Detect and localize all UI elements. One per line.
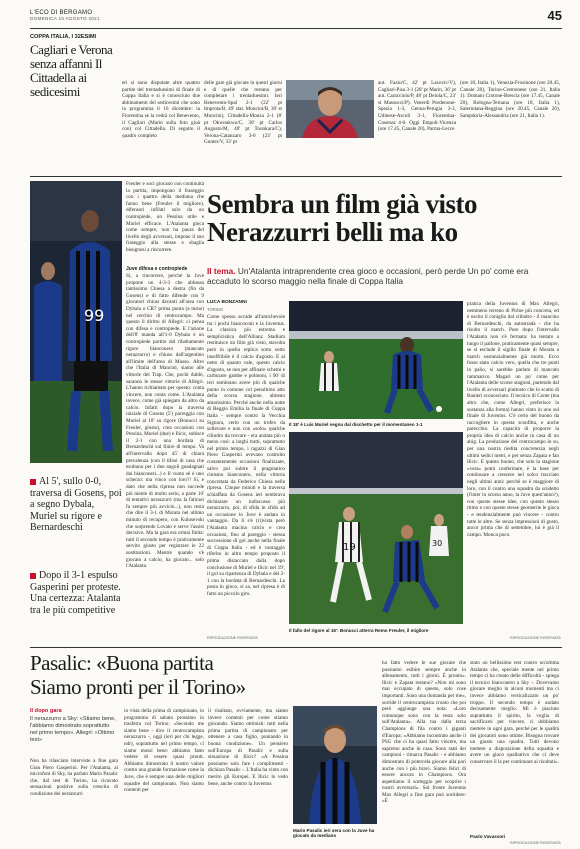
main-headline-2: Nerazzurri belli ma ko	[207, 217, 458, 247]
coppa-col-2: delle gare già giocate in questi giorni e di quelle che restano per completare i trentaduesimi. Ieri Benevento-Spal 2-1 (22' pt Improta/B, 49' stat. Moncini/B, 30' st Moncini), Cittadella-Monza 2-1 (8' pt Okwonkwo/C, 30' pt Carlos Augusto/M, 40' pt Tounkara/C), Verona-Catanzaro 3-0 (23' pt Gunter/V, 33' pt	[204, 80, 282, 146]
coppa-headline: Cagliari e Verona senza affanni Il Cittadella ai sedicesimi	[30, 42, 113, 99]
pasalic-byline: Paolo Vavassori	[470, 834, 506, 839]
pasalic-col-3: il risultato, ovviamente, ma siamo invece contenti per come stiamo giocando. Siamo ottimisti: tutti nella prima partita di campionato per ottenere a casa figlio, puntando in buona condizione». Un pensiero sull'Europa di Pasalic e sulla situazione di Ilicic? «A Pessina possiamo solo fare i complimenti - dichiara Pasalic -. L'Italia ha vinto con merito gli Europei. E Ilicic lo vedo bene, anche contro la Juventus	[208, 708, 288, 787]
coppa-col-1: eri si sono disputate altre quattro partite del trentaduesimi di finale di Coppa Italia e si è conosciuto due abbinamenti del sedicesimi che sono in programma il 16 dicembre: la Fiorentina se la vedrà col Benevento, il Cagliari (Marin sulla foto gioà con) col Cittadella. Di seguito il quadro completo	[122, 80, 200, 139]
marin-photo	[286, 80, 374, 138]
pasalic-col-2: in vista della prima di campionato, in programma di sabato prossimo in trasferta col Torino: «Secondo me siamo bene - dice il centrocampista nerazzurro -, oggi (ieri per chi legge, ndr), soprattutto nel primo tempo, ci siamo mossi bene: abbiamo fatto vedere di essere quasi pronti. Abbiamo dimostrato il nostro valore contro una grande formazione come la Juve, che è sempre una delle migliori squadre del campionato. Non siamo contenti per	[124, 708, 204, 794]
section-rule	[30, 176, 562, 177]
pasalic-kicker: Il dopo gara	[30, 708, 62, 714]
issue-date: DOMENICA 15 AGOSTO 2021	[30, 16, 100, 21]
credit-3: RIPRODUZIONE RISERVATA	[510, 841, 561, 845]
subtitle-label: Il tema.	[207, 266, 236, 276]
sidebar-quote-2-text: Dopo il 3-1 espulso Gasperini per proteste. Una certezza: Atalanta tra le più competitive	[30, 570, 121, 616]
coppa-col-3: aut. Fazio/C, 42' pt Lazovic/V), Cagliari-Pisa 3-1 (28' pt Marin, 36' pt aut. Caracciolo/P, 48' pt Deiola/C, 23' st Massucci/P). Venerdì Pordenone-Spezia 1-3, Genoa-Perugia 3-2, Udinese-Ascoli 3-1, Fiorentina-Cosenza 4-0. Oggi Empoli-Vicenza (ore 17.45, Canale 20), Parma-Lecce	[378, 80, 456, 133]
main-byline: LUCA BONZANNI	[207, 300, 247, 305]
main-body-col-left: Sì, a rincorrere, perché la Juve propone un 4-3-3 che abbassa tantissimo Chiesa a destra (fin da Gosens) e di fatto difende con 9 giocatori chiusi davanti all'area con Dybala o CR7 prima punta (a turno) nel cerchio di centrocampo. Ma questo il diritto di Allegri: ci pensa con difesa e contropiede. E l'azione dell'8' manda all'1-0 Dybala è un contropiede partito dal ribaltamento rigore bianconero (mancato nerazzurro) e chiuso dall'argentino all'limite dell'area di Musso. Altro che l'Italia di Mancini, siamo alle vittorie del Trap. Che, pochi dubbi, saranno le stesse vittorie di Allegri. L'hanno richiamato per questo: conta vincere, non conta come. L'Atalanta invece, come già spiegato da altro da calcio. Infatti dopo la traversa iniziale di Gosens (5') parreggia con Muriel al 18' su rigore (Bonucci su Freuler, giusto), crea occasioni con Pessina, Muriel (due) e Ilicic, subisce il 2-1 con una bordata di Bernardeschi sul finire di tempo. Va all'intervallo dopo 45' di chiara prevalenza (con il tifosi di casa che esultano per i due angoli guadagnati dai bianconeri...) e Il vuoto sé è uno scherzo: ma vinco con loro?! Sì, e dato che nella ripresa non succede più niente di molto serio, a parte 10' di tentativi nerazzurri (ma la faticasi fa sempre più avvicin...), non resta che dire il 3-1 di Morata nel ultimo minuto di recupero, con Kulusevski che sorprende Lovato e serve l'assist decisivo. Ma la gara era ormai finita: tutti il secondo tempo è praticamente servito giusto per registrare le 22 sostituzioni. Mentre quando s'è giocato a calcio, ha giocato... solo l'Atalanta.	[126, 273, 204, 570]
sidebar-quote-1-text: Al 5', sullo 0-0, traversa di Gosens, poi a segno Dybala, Muriel su rigore e Bernardeschi	[30, 476, 122, 533]
credit-2: RIPRODUZIONE RISERVATA	[510, 636, 561, 640]
red-square-icon	[30, 479, 36, 485]
top-rule	[30, 28, 562, 29]
pasalic-col-5: stato un bellissimo test contro un'ottima Atalanta che, speciale mente nel primo tempo ci ha creato delle difficoltà - spiega il tecnico bianconero a Sky -. Dovevamo giocare meglio in alcuni momenti ma ci invece abbiamo verticalizzato un po' troppo. Il secondo tempo è andato decisamente meglio. Mi è piaciuto soprattutto il spirito, la voglia di sacrificarsi per vincere, ci dobbiamo mettere in ogni gara, perché per le qualità dei giocatori sono ottime. Bisogna trovare un giusto una quadra. Tutti devono mettere a disposizione della squadra e avere un gioco qualitativo che ci deve conservare il la per continuare ai risultati».	[470, 660, 559, 765]
pasalic-col-1: Non ha rilasciato interviste a fine gara Gian Piero Gasperini. Per l'Atalanta, ai microfoni di Sky, ha parlato Mario Pasalic che, dal test di Torino, ha ricavato sensazioni positive sulla crescita di condizione dei nerazzurri	[30, 758, 118, 797]
coppa-kicker: COPPA ITALIA, I 32ESIMI	[30, 34, 97, 40]
bottom-section-rule	[30, 647, 562, 648]
atalanta-players-photo	[30, 181, 122, 463]
main-dateline: TORINO	[207, 307, 224, 312]
main-body-intro: Freuler e soci giocano con continuità la partita, impongono il fraseggio con i quattro della mediana che fanno bene (Freuler il migliore), difensori infilati solo da un contropiede, un Pessina utile e Muriel efficace. L'Atalanta gioca come sempre, non ha paura del livello degli avversari, impone il suo fraseggio alla stesse e sbaglia bisognosi a rincorrere.	[126, 181, 204, 253]
svg-text:30: 30	[432, 539, 443, 548]
pasalic-col-4: ha fatto vedere le sue giocate che possiamo esibire sempre anche in allenamento, tutti i giorni. È pronto». Ilicic e Zapata restano? «Non mi sono mai occupato di questo, solo cose importanti. Sono una domanda per me», sorride il centrocampista croato che poi però aggiunge una nota: «Loro comunque sono con la testa solo sull'Atalanta». Alla tua dalla terza Champions di fila contro i giganti d'Europa: «Abbiamo incontrato anche il PSG che ci ha quasi fatto vincere, ma sapremo anche in casa. Sono stati dei campioni - rimarca Pasalic - e abbiamo dimostrato di potercela giocare alla pari anche con i più bravi. Siamo felici di essere ancora in Champions. Ora aspettiamo il sorteggio per scoprire i nostri avversari». Sul fronte Juventus Max Allegri a fine gara può sorridere: «È	[382, 660, 466, 805]
sidebar-quote-1	[30, 476, 122, 534]
svg-text:19: 19	[343, 542, 356, 553]
coppa-headline-block	[30, 34, 118, 99]
page-number: 45	[547, 8, 562, 23]
rigore-foul-photo	[289, 432, 463, 624]
credit-1: RIPRODUZIONE RISERVATA	[207, 636, 258, 640]
pasalic-photo-caption: Mario Pasalic ieri sera con la Juve ha giocato da mediano	[293, 828, 375, 838]
main-headline-1: Sembra un film già visto	[207, 189, 478, 219]
action-photo-caption: Il fallo del rigore al 16': Bonucci atterra Remo Freuler, il migliore	[289, 628, 429, 633]
svg-text:99: 99	[84, 306, 105, 325]
pasalic-photo	[293, 706, 377, 824]
subtitle-text: Un'Atalanta intraprendente crea gioco e occasioni, però perde Un po' come era accaduto lo scorso maggio nella finale di Coppa Italia	[207, 266, 529, 286]
red-square-icon	[30, 573, 36, 579]
main-body-col-2: Come spesso accade all'amichevole tra i pochi biancoconi e la Juventus. La classica più estrema e semplicistica dell'Allianz Stadium restituisce un film già visto, stavolta però in quella replica sotto sotto insoffribile è il calcio d'agosto. E al netto di quanto vale, questo calcio d'agosto, se non per affinare schemi e carburare gambe e polmoni, i 90' di ieri sembrano avere più di qualche punto in comune col penultimo atto della scorsa stagione, almeno amarissimo. Perché anche nella notte di Reggio Emilia la finale di Coppa Italia - sempre contro la Vecchia Signora, certo con un trofeo da sollevare e non con «solo» qualche cilindro da trovare - era andata più o meno così: a larghi tratti, soprattutto nel primo tempo, i ragazzi di Gian Piero Gasperini avevano costruito costantemente occasioni finalizzate, salvo poi subire il pragmatico cinismo bianconero, nella vittoria concretata da Federico Chiesa nella ripresa. Cinque minuti e la traversa schiaffata da Gosens ieri sembrava dichiarare un indiscusso più nerazzurro, poi, di sfida in sfida ad un occasione lo Juve è andata in vantaggio. Da lì s'è (ri)vista però l'Atalanta macina calcio e crea occasioni, fino al pareggio - stessa successione di gol anche nella finale di Coppa Italia - ed è vantaggio riferito in altro tempo proposto il prima distaccato dalla dopo conclusione di Muriel e Ilicic nel 19', il gol su ripartenza di Dybala e del 2-1 con la bordata di Bernardeschi. La posta in gioco, si sa, nel ripresa è di fatto un piccolo giro.	[207, 314, 285, 597]
juve-section-head: Juve difesa e contropiede	[126, 266, 188, 272]
pasalic-standfirst: Il nerazzurro a Sky: «Stiamo bene, l'abbiamo dimostrato soprattutto nel primo tempo». Allegri: «Ottimo test»	[30, 716, 116, 743]
main-subtitle	[207, 266, 559, 286]
sidebar-quote-2	[30, 570, 122, 616]
pasalic-headline-2: Siamo pronti per il Torino»	[30, 675, 246, 699]
main-photo-caption: Il 18' è Luis Muriel segna dal dischetto per il momentaneo 1-1	[289, 422, 423, 427]
coppa-col-4: (ore 18, Italia 1), Venezia-Frosinone (ore 20.45, Canale 20), Torino-Cremonese (ore 21, Italia 1). Domani Crotone-Brescia (ore 17.45, Canale 20), Bologna-Ternana (ore 18, Italia 1), Salernitana-Reggina (ore 20.45, Canale 20), Sampdoria-Alessandria (ore 21, Italia 1).	[460, 80, 560, 119]
muriel-penalty-photo	[289, 301, 463, 419]
newspaper-name: L'ECO DI BERGAMO	[30, 10, 93, 16]
main-body-col-4: pratica della Juventus di Max Allegri, nemmeno terreno di Pirloe più concreta, ed è uscito il coniglio dal cilindro - il mancino di Bernardeschi, da autostrada - che ha risolto il match. Pure dopo l'intervallo l'Atalanta non s'è fermata: ha tentato a lungo il pallone, praticamente quasi sempre, se si esclude il sigillo finale di Morata a match sostanzialmente già morto. Ecco fosse stato calcio vero, quella che tre punti in palio, si sarebbe parlato di mancato rammarico. Magari un po' come per l'Atalanta delle scorse stagioni, partendo dal livello di avversari piuttosto che lo scatto di Ranieri sconosciuto. Il tecnico di Conte (ma altro che, come Allegri, preferisce la sostanza alla forma) hanno vinto in uno sul finale di Juventus. C'è certo del buono da raccogliere in questa sconfitta, e anche parecchio. La capacità di proporre la propria idea di calcio anche in casa di un abig. La produzione del centrocampo in su, per una nostra riedita concretezza negli ultimi sedici metri, e per senza Zapata e fan Ilicic. E questo buono, che solo la stagione «vera» potrà confermare, è la base per continuare a crescere nel solco tracciato negli ultimi anni: perché se è maggiore di loro, con il contro una squadra da scudetto (l'inter lo scorso anno, la Juve quest'anno?), con queste stesse idee, con questo stesso ritmo e con queste stesse geometrie le gioca - e tendenzialmente può vincere - contro tutte le altre. Se senza impressioni di gusto, ancor prima che di settembre, lui è già il campo. Monca poco.	[467, 301, 559, 538]
pasalic-headline-1: Pasalic: «Buona partita	[30, 651, 214, 675]
masthead	[30, 10, 100, 21]
